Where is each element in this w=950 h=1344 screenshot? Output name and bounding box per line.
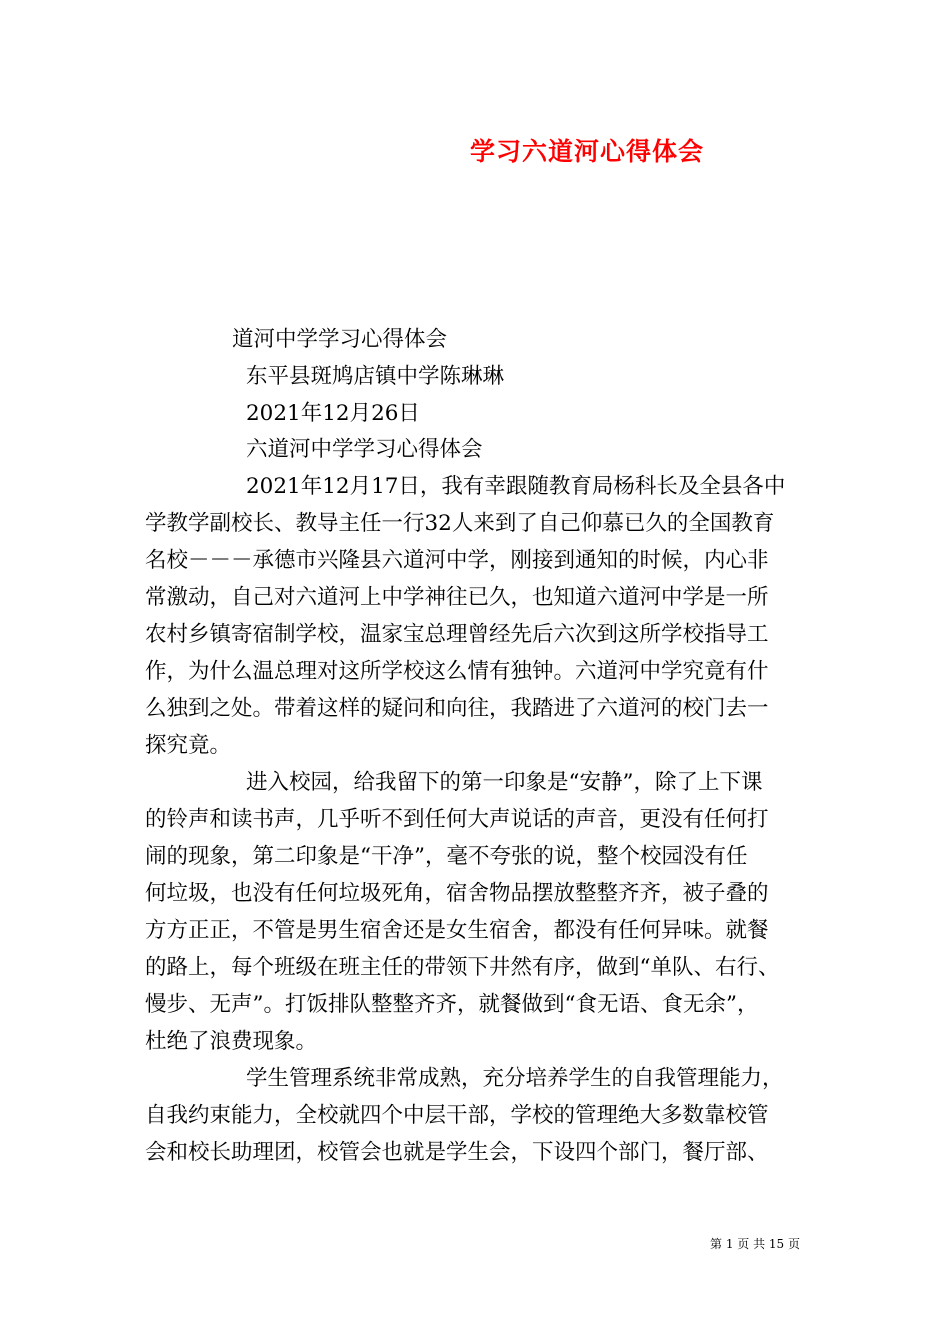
text-line: 杜绝了浪费现象。: [145, 1029, 318, 1054]
text-line: 会和校长助理团，校管会也就是学生会，下设四个部门，餐厅部、: [145, 1140, 769, 1165]
text-line: 方方正正，不管是男生宿舍还是女生宿舍，都没有任何异味。就餐: [145, 918, 769, 943]
date-line: 2021年12月26日: [246, 401, 420, 426]
text-line: 何垃圾，也没有任何垃圾死角，宿舍物品摆放整整齐齐，被子叠的: [145, 881, 769, 906]
text-line: 学教学副校长、教导主任一行32人来到了自己仰慕已久的全国教育: [145, 511, 775, 536]
text-line: 自我约束能力，全校就四个中层干部，学校的管理绝大多数靠校管: [145, 1103, 769, 1128]
text-line: 探究竟。: [145, 733, 232, 758]
text-line: 慢步、无声”。打饭排队整整齐齐，就餐做到“食无语、食无余”，: [145, 992, 759, 1017]
page-number-footer: 第 1 页 共 15 页: [710, 1237, 800, 1251]
text-line: 2021年12月17日，我有幸跟随教育局杨科长及全县各中: [246, 474, 786, 499]
text-line: 进入校园，给我留下的第一印象是“安静”，除了上下课: [246, 770, 763, 795]
text-line: 的路上，每个班级在班主任的带领下井然有序，做到“单队、右行、: [145, 955, 780, 980]
page-title: 学习六道河心得体会: [470, 137, 705, 166]
author-line: 东平县斑鸠店镇中学陈琳琳: [246, 364, 505, 389]
text-line: 常激动，自己对六道河上中学神往已久，也知道六道河中学是一所: [145, 585, 769, 610]
text-line: 农村乡镇寄宿制学校，温家宝总理曾经先后六次到这所学校指导工: [145, 622, 769, 647]
text-line: 学生管理系统非常成熟，充分培养学生的自我管理能力，: [246, 1066, 784, 1091]
header-line: 道河中学学习心得体会: [232, 327, 448, 352]
text-line: 的铃声和读书声，几乎听不到任何大声说话的声音，更没有任何打: [145, 807, 769, 832]
subtitle-line: 六道河中学学习心得体会: [246, 437, 483, 462]
text-line: 名校－－－承德市兴隆县六道河中学，刚接到通知的时候，内心非: [145, 548, 769, 573]
text-line: 闹的现象，第二印象是“干净”，毫不夸张的说，整个校园没有任: [145, 844, 748, 869]
text-line: 么独到之处。带着这样的疑问和向往，我踏进了六道河的校门去一: [145, 696, 769, 721]
text-line: 作，为什么温总理对这所学校这么情有独钟。六道河中学究竟有什: [145, 659, 769, 684]
